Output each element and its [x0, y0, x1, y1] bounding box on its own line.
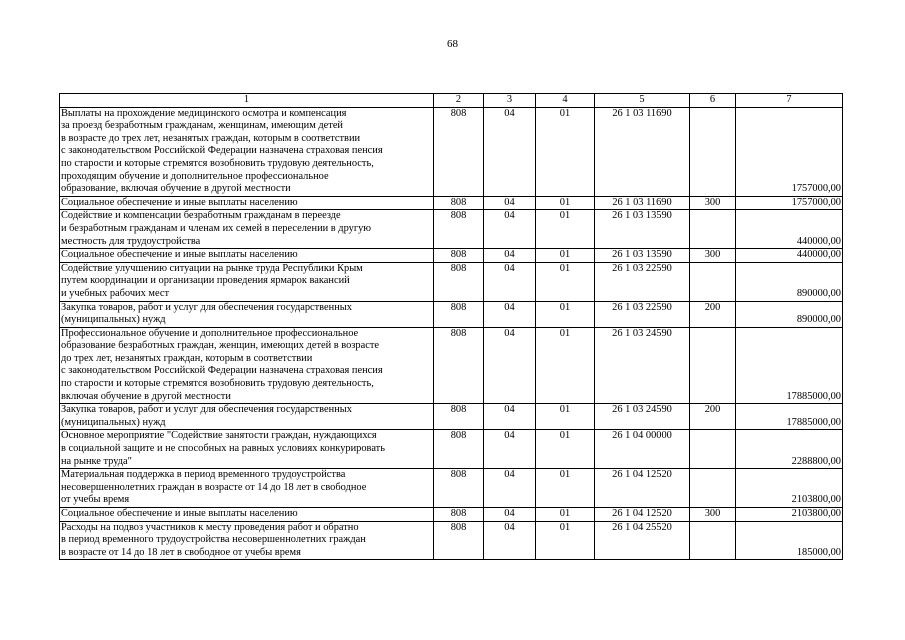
row-description [60, 249, 434, 263]
section-code-cell: 04 [484, 262, 536, 301]
admin-code-cell: 808 [434, 107, 484, 196]
amount-cell: 1757000,00 [736, 196, 843, 210]
description-line: и безработным гражданам и членам их семей в переселении в другую [61, 222, 372, 234]
table-row [60, 210, 843, 249]
admin-code-cell: 808 [434, 508, 484, 522]
target-article-cell: 26 1 03 11690 [595, 107, 690, 196]
table-row [60, 327, 843, 404]
description-line: на рынке труда" [61, 455, 132, 467]
subsection-code-cell: 01 [536, 508, 595, 522]
description-line: местность для трудоустройства [61, 235, 201, 247]
expense-type-cell [690, 107, 736, 196]
row-description [60, 508, 434, 522]
amount-cell: 2103800,00 [736, 508, 843, 522]
column-header: 5 [595, 94, 690, 108]
section-code-cell: 04 [484, 210, 536, 249]
table-row [60, 521, 843, 560]
description-line: (муниципальных) нужд [61, 314, 166, 326]
description-line: с законодательством Российской Федерации назначена страховая пенсия [61, 145, 383, 157]
description-line: несовершеннолетних граждан в возрасте от 14 до 18 лет в свободное [61, 481, 367, 493]
column-header: 3 [484, 94, 536, 108]
row-description [60, 521, 434, 560]
description-line: образование, включая обучение в другой местности [61, 183, 291, 195]
subsection-code-cell: 01 [536, 404, 595, 430]
amount-cell: 890000,00 [736, 301, 843, 327]
expense-type-cell [690, 327, 736, 404]
amount-cell: 890000,00 [736, 262, 843, 301]
description-line: Социальное обеспечение и иные выплаты населению [61, 196, 298, 208]
admin-code-cell: 808 [434, 404, 484, 430]
column-header: 4 [536, 94, 595, 108]
admin-code-cell: 808 [434, 196, 484, 210]
subsection-code-cell: 01 [536, 210, 595, 249]
admin-code-cell: 808 [434, 469, 484, 508]
description-line: Содействие и компенсации безработным гражданам в переезде [61, 210, 341, 222]
description-line: Содействие улучшению ситуации на рынке труда Республики Крым [61, 262, 363, 274]
section-code-cell: 04 [484, 327, 536, 404]
expense-type-cell [690, 469, 736, 508]
subsection-code-cell: 01 [536, 469, 595, 508]
subsection-code-cell: 01 [536, 107, 595, 196]
row-description [60, 107, 434, 196]
section-code-cell: 04 [484, 249, 536, 263]
table-row [60, 196, 843, 210]
subsection-code-cell: 01 [536, 249, 595, 263]
section-code-cell: 04 [484, 430, 536, 469]
subsection-code-cell: 01 [536, 430, 595, 469]
table-row [60, 262, 843, 301]
description-line: в период временного трудоустройства несовершеннолетних граждан [61, 534, 366, 546]
table-row [60, 430, 843, 469]
budget-table [59, 93, 843, 560]
admin-code-cell: 808 [434, 301, 484, 327]
row-description [60, 404, 434, 430]
description-line: за проезд безработным гражданам, женщинам, имеющим детей [61, 120, 343, 132]
amount-cell: 17885000,00 [736, 327, 843, 404]
row-description [60, 262, 434, 301]
expense-type-cell: 300 [690, 196, 736, 210]
target-article-cell: 26 1 03 22590 [595, 301, 690, 327]
target-article-cell: 26 1 03 11690 [595, 196, 690, 210]
row-description [60, 469, 434, 508]
subsection-code-cell: 01 [536, 327, 595, 404]
table-row [60, 508, 843, 522]
section-code-cell: 04 [484, 404, 536, 430]
expense-type-cell: 300 [690, 249, 736, 263]
subsection-code-cell: 01 [536, 521, 595, 560]
column-header: 6 [690, 94, 736, 108]
amount-cell: 2288800,00 [736, 430, 843, 469]
expense-type-cell [690, 210, 736, 249]
admin-code-cell: 808 [434, 262, 484, 301]
target-article-cell: 26 1 03 24590 [595, 327, 690, 404]
section-code-cell: 04 [484, 469, 536, 508]
expense-type-cell: 300 [690, 508, 736, 522]
row-description [60, 430, 434, 469]
subsection-code-cell: 01 [536, 262, 595, 301]
description-line: Выплаты на прохождение медицинского осмотра и компенсация [61, 107, 347, 119]
description-line: Социальное обеспечение и иные выплаты населению [61, 249, 298, 261]
target-article-cell: 26 1 03 13590 [595, 210, 690, 249]
admin-code-cell: 808 [434, 249, 484, 263]
amount-cell: 440000,00 [736, 210, 843, 249]
description-line: Расходы на подвоз участников к месту проведения работ и обратно [61, 521, 359, 533]
row-description [60, 196, 434, 210]
description-line: проходящим обучение и дополнительное профессиональное [61, 170, 329, 182]
section-code-cell: 04 [484, 301, 536, 327]
subsection-code-cell: 01 [536, 196, 595, 210]
description-line: Основное мероприятие "Содействие занятости граждан, нуждающихся [61, 430, 377, 442]
expense-type-cell: 200 [690, 301, 736, 327]
description-line: с законодательством Российской Федерации назначена страховая пенсия [61, 365, 383, 377]
table-row [60, 469, 843, 508]
column-header: 2 [434, 94, 484, 108]
table-row [60, 301, 843, 327]
section-code-cell: 04 [484, 521, 536, 560]
section-code-cell: 04 [484, 508, 536, 522]
amount-cell: 1757000,00 [736, 107, 843, 196]
target-article-cell: 26 1 04 12520 [595, 508, 690, 522]
column-header: 7 [736, 94, 843, 108]
description-line: Профессиональное обучение и дополнительное профессиональное [61, 327, 359, 339]
description-line: Материальная поддержка в период временного трудоустройства [61, 469, 346, 481]
target-article-cell: 26 1 03 22590 [595, 262, 690, 301]
amount-cell: 17885000,00 [736, 404, 843, 430]
description-line: в возрасте от 14 до 18 лет в свободное от учебы время [61, 546, 301, 558]
table-row [60, 404, 843, 430]
row-description [60, 301, 434, 327]
description-line: путем координации и организации проведения ярмарок вакансий [61, 275, 350, 287]
description-line: Закупка товаров, работ и услуг для обеспечения государственных [61, 301, 352, 313]
description-line: Социальное обеспечение и иные выплаты населению [61, 508, 298, 519]
admin-code-cell: 808 [434, 430, 484, 469]
description-line: в возрасте до трех лет, незанятых граждан, которым в соответствии [61, 132, 361, 144]
section-code-cell: 04 [484, 196, 536, 210]
admin-code-cell: 808 [434, 327, 484, 404]
expense-type-cell [690, 262, 736, 301]
table-header-row [60, 94, 843, 108]
amount-cell: 2103800,00 [736, 469, 843, 508]
amount-cell: 185000,00 [736, 521, 843, 560]
target-article-cell: 26 1 04 00000 [595, 430, 690, 469]
row-description [60, 210, 434, 249]
target-article-cell: 26 1 03 24590 [595, 404, 690, 430]
target-article-cell: 26 1 04 25520 [595, 521, 690, 560]
admin-code-cell: 808 [434, 210, 484, 249]
expense-type-cell [690, 521, 736, 560]
page-number: 68 [447, 38, 458, 50]
description-line: Закупка товаров, работ и услуг для обеспечения государственных [61, 404, 352, 416]
description-line: до трех лет, незанятых граждан, которым в соответствии [61, 352, 313, 364]
target-article-cell: 26 1 04 12520 [595, 469, 690, 508]
admin-code-cell: 808 [434, 521, 484, 560]
description-line: (муниципальных) нужд [61, 416, 166, 428]
section-code-cell: 04 [484, 107, 536, 196]
row-description [60, 327, 434, 404]
description-line: включая обучение в другой местности [61, 390, 231, 402]
subsection-code-cell: 01 [536, 301, 595, 327]
description-line: и учебных рабочих мест [61, 287, 170, 299]
expense-type-cell [690, 430, 736, 469]
expense-type-cell: 200 [690, 404, 736, 430]
description-line: по старости и которые стремятся возобновить трудовую деятельность, [61, 378, 374, 390]
table-row [60, 107, 843, 196]
table-row [60, 249, 843, 263]
column-header: 1 [60, 94, 434, 108]
description-line: по старости и которые стремятся возобновить трудовую деятельность, [61, 157, 374, 169]
target-article-cell: 26 1 03 13590 [595, 249, 690, 263]
description-line: образование безработных граждан, женщин, имеющих детей в возрасте [61, 340, 379, 352]
description-line: в социальной защите и не способных на равных условиях конкурировать [61, 443, 385, 455]
amount-cell: 440000,00 [736, 249, 843, 263]
description-line: от учебы время [61, 494, 130, 506]
